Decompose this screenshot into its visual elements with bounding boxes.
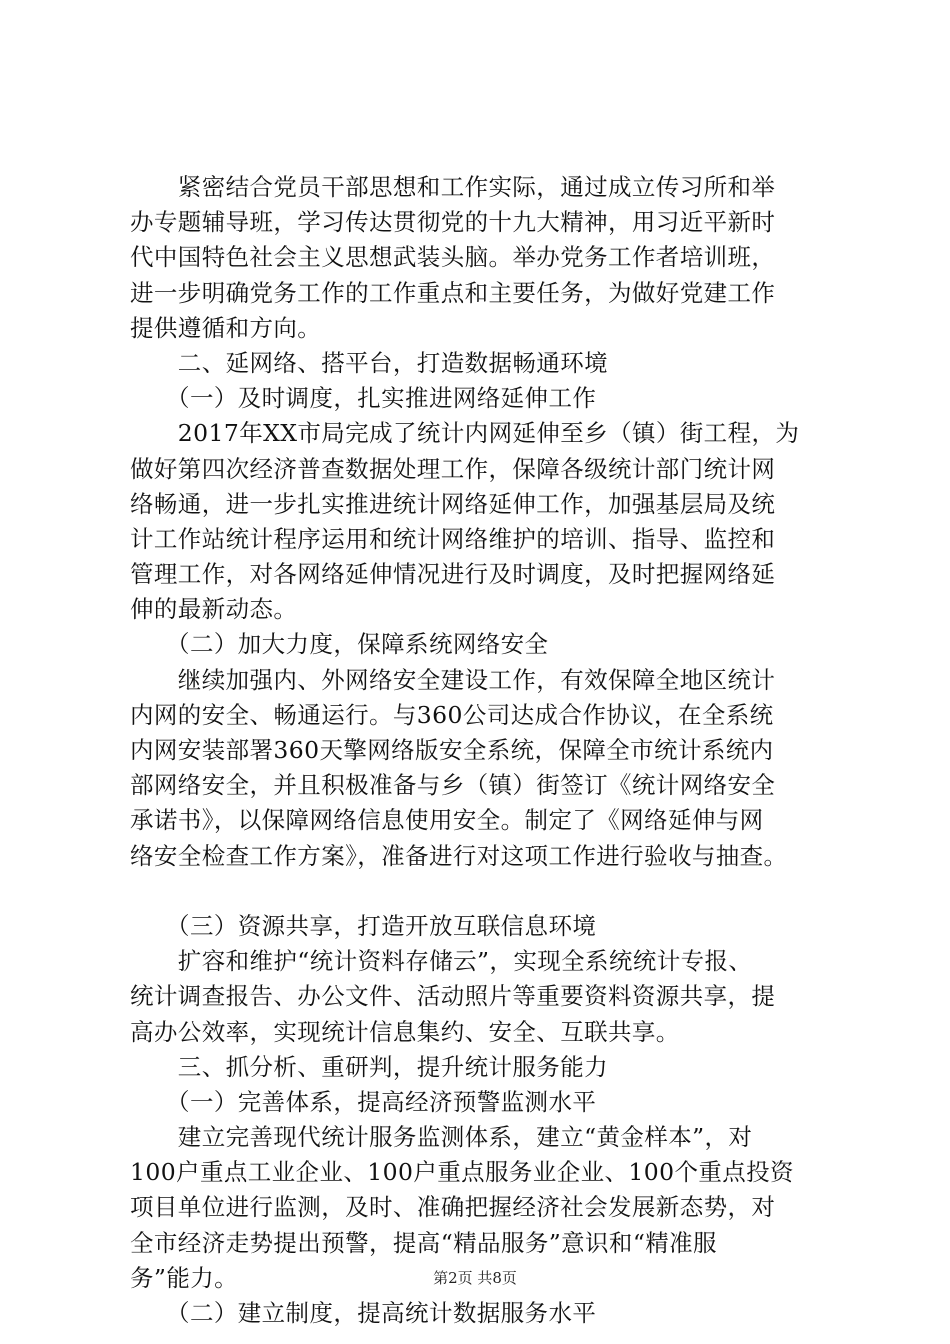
text-line: 做好第四次经济普查数据处理工作，保障各级统计部门统计网 [130,454,776,483]
section-heading: 二、延网络、搭平台，打造数据畅通环境 [130,348,608,377]
subsection-heading: （一）完善体系，提高经济预警监测水平 [130,1087,597,1116]
section-heading: 三、抓分析、重研判，提升统计服务能力 [130,1052,608,1081]
text-line: 部网络安全，并且积极准备与乡（镇）街签订《统计网络安全 [130,771,776,800]
subsection-heading: （二）建立制度，提高统计数据服务水平 [130,1299,597,1327]
text-line: 100户重点工业企业、100户重点服务业企业、100个重点投资 [130,1158,794,1187]
text-line: 内网安装部署360天擎网络版安全系统，保障全市统计系统内 [130,736,774,764]
blank-line [130,874,842,909]
subsection-heading: （二）加大力度，保障系统网络安全 [130,630,549,659]
text-line: 紧密结合党员干部思想和工作实际，通过成立传习所和举 [130,173,776,201]
text-line: 计工作站统计程序运用和统计网络维护的培训、指导、监控和 [130,524,776,553]
text-line: 建立完善现代统计服务监测体系，建立“黄金样本”，对 [130,1123,753,1152]
text-line: 络畅通，进一步扎实推进统计网络延伸工作，加强基层局及统 [130,489,776,518]
document-body [130,170,842,1331]
text-line: 高办公效率，实现统计信息集约、安全、互联共享。 [130,1017,680,1046]
text-line: 2017年XX市局完成了统计内网延伸至乡（镇）街工程，为 [130,419,800,448]
text-line: 继续加强内、外网络安全建设工作，有效保障全地区统计 [130,665,776,694]
text-line: 项目单位进行监测，及时、准确把握经济社会发展新态势，对 [130,1193,776,1222]
text-line: 管理工作，对各网络延伸情况进行及时调度，及时把握网络延 [130,560,776,589]
text-line: 务”能力。 [130,1263,239,1292]
subsection-heading: （三）资源共享，打造开放互联信息环境 [130,911,597,940]
text-line: 伸的最新动态。 [130,595,298,624]
text-line: 承诺书》，以保障网络信息使用安全。制定了《网络延伸与网 [130,806,764,835]
text-line: 代中国特色社会主义思想武装头脑。举办党务工作者培训班， [130,243,776,272]
text-line: 内网的安全、畅通运行。与360公司达成合作协议，在全系统 [130,700,774,729]
text-line: 办专题辅导班，学习传达贯彻党的十九大精神，用习近平新时 [130,208,776,237]
page-footer [0,1268,950,1288]
subsection-heading: （一）及时调度，扎实推进网络延伸工作 [130,384,597,413]
text-line: 统计调查报告、办公文件、活动照片等重要资料资源共享，提 [130,982,776,1011]
text-line: 扩容和维护“统计资料存储云”，实现全系统统计专报、 [130,947,753,976]
text-line: 提供遵循和方向。 [130,313,322,342]
text-line: 络安全检查工作方案》，准备进行对这项工作进行验收与抽查。 [130,841,788,870]
text-line: 全市经济走势提出预警，提高“精品服务”意识和“精准服 [130,1228,717,1257]
page-number: 第2页 共8页 [433,1269,517,1287]
text-line: 进一步明确党务工作的工作重点和主要任务，为做好党建工作 [130,278,776,307]
